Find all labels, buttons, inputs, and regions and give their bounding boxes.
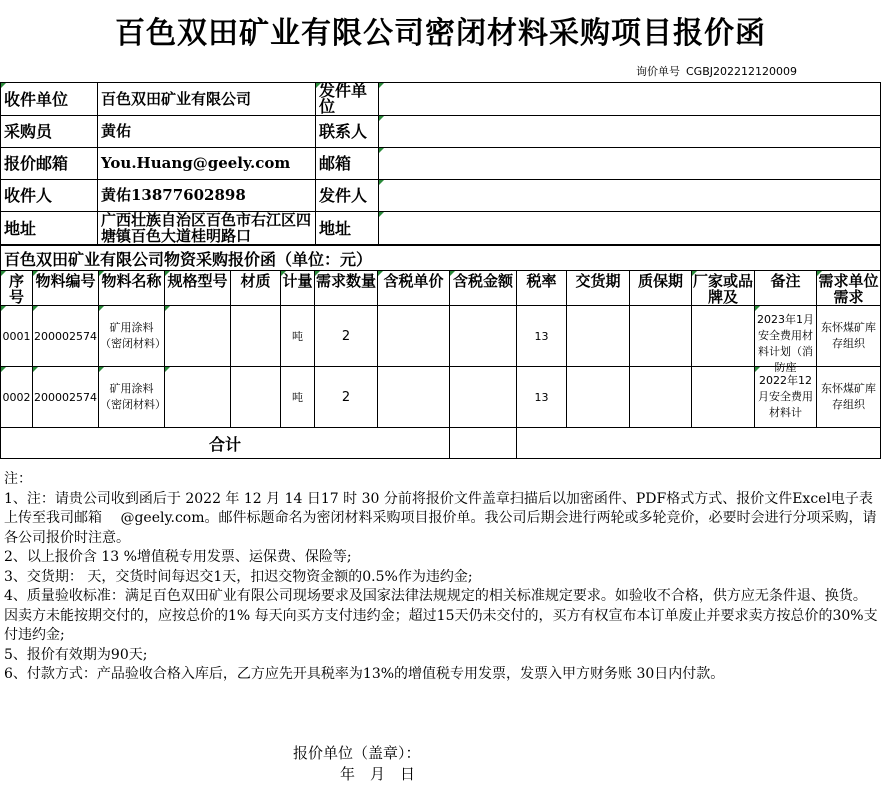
header-cell: 含税单价 <box>378 271 450 306</box>
header-cell: 厂家或品牌及 <box>693 272 754 306</box>
header-cell: 计量 <box>281 271 315 306</box>
row-warranty[interactable] <box>630 367 692 428</box>
receiver-value[interactable]: 百色双田矿业有限公司 <box>98 83 316 116</box>
total-amount[interactable] <box>450 428 517 459</box>
sender-person-label: 发件人 <box>316 180 379 212</box>
row-seq: 0002 <box>1 367 33 428</box>
recipient-label: 收件人 <box>1 180 98 212</box>
header-cell: 材质 <box>231 271 281 306</box>
row-brand[interactable] <box>692 306 755 367</box>
row-code: 200002574 <box>33 367 99 428</box>
header-cell: 备注 <box>755 271 817 306</box>
row-tax: 13 <box>517 367 567 428</box>
buyer-label: 采购员 <box>1 116 98 148</box>
address2-value[interactable] <box>379 212 881 245</box>
inquiry-number <box>636 63 797 79</box>
header-cell: 物料名称 <box>99 271 165 306</box>
note-2: 2、以上报价含 13 %增值税专用发票、运保费、保险等; <box>4 549 352 565</box>
header-cell: 交货期 <box>567 271 630 306</box>
receiver-label: 收件单位 <box>1 83 98 116</box>
total-label: 合计 <box>1 428 450 459</box>
contact-value[interactable] <box>379 116 881 148</box>
inquiry-value: CGBJ202212120009 <box>686 65 797 78</box>
row-name: 矿用涂料（密闭材料） <box>99 306 165 367</box>
header-cell: 需求单位需求 <box>818 272 879 306</box>
header-cell: 税率 <box>517 271 567 306</box>
page-title: 百色双田矿业有限公司密闭材料采购项目报价函 <box>115 16 766 51</box>
notes-heading: 注： <box>4 471 32 487</box>
row-unit: 吨 <box>281 367 315 428</box>
inquiry-label: 询价单号 <box>636 65 680 78</box>
row-spec[interactable] <box>165 367 231 428</box>
row-seq: 0001 <box>1 306 33 367</box>
header-cell: 需求数量 <box>315 271 378 306</box>
row-delivery[interactable] <box>567 367 630 428</box>
email-value[interactable] <box>379 148 881 180</box>
seal-label: 报价单位（盖章）： <box>293 744 421 762</box>
items-caption: 百色双田矿业有限公司物资采购报价函（单位：元） <box>1 246 881 271</box>
address-value[interactable]: 广西壮族自治区百色市右江区四塘镇百色大道桂明路口 <box>98 212 316 245</box>
note-5: 5、报价有效期为90天; <box>4 646 148 663</box>
row-amount[interactable] <box>450 306 517 367</box>
table-row <box>1 367 881 428</box>
header-cell: 序号 <box>1 271 33 306</box>
quote-email-value[interactable]: You.Huang@geely.com <box>98 148 316 180</box>
row-unit-price[interactable] <box>378 306 450 367</box>
recipient-value[interactable]: 黄佑13877602898 <box>98 180 316 212</box>
notes <box>4 470 878 685</box>
row-tax: 13 <box>517 306 567 367</box>
header-cell: 质保期 <box>630 271 692 306</box>
row-qty: 2 <box>315 306 378 367</box>
items-table <box>0 245 881 459</box>
header-cell: 物料编号 <box>33 271 99 306</box>
row-remark: 2023年1月安全费用材料计划（消防座 <box>755 306 817 367</box>
row-dept: 东怀煤矿库存组织 <box>817 367 881 428</box>
table-row <box>1 306 881 367</box>
row-remark: 2022年12月安全费用材料计 <box>755 367 817 428</box>
header-cell: 规格型号 <box>165 271 231 306</box>
row-unit: 吨 <box>281 306 315 367</box>
row-material[interactable] <box>231 367 281 428</box>
info-table <box>0 82 881 245</box>
row-material[interactable] <box>231 306 281 367</box>
address-label: 地址 <box>1 212 98 245</box>
header-row <box>1 271 881 306</box>
sender-person-value[interactable] <box>379 180 881 212</box>
buyer-value[interactable]: 黄佑 <box>98 116 316 148</box>
row-amount[interactable] <box>450 367 517 428</box>
date-label: 年 月 日 <box>340 765 416 783</box>
address2-label: 地址 <box>316 212 379 245</box>
note-6: 6、付款方式：产品验收合格入库后，乙方应先开具税率为13%的增值税专用发票，发票入甲方财务账 30日内付款。 <box>4 666 725 682</box>
quote-email-label: 报价邮箱 <box>1 148 98 180</box>
row-warranty[interactable] <box>630 306 692 367</box>
row-delivery[interactable] <box>567 306 630 367</box>
note-4: 4、质量验收标准：满足百色双田矿业有限公司现场要求及国家法律法规规定的相关标准规定要求。如验收不合格，供方应无条件退、换货。因卖方未能按期交付的，应按总价的1% 每天向买方支付违约金；超过15天仍未交付的，买方有权宣布本订单废止并要求卖方按总价的30%支付违约金; <box>4 588 878 643</box>
row-dept: 东怀煤矿库存组织 <box>817 306 881 367</box>
row-unit-price[interactable] <box>378 367 450 428</box>
row-code: 200002574 <box>33 306 99 367</box>
contact-label: 联系人 <box>316 116 379 148</box>
note-3: 3、交货期： 天，交货时间每迟交1天，扣迟交物资金额的0.5%作为违约金; <box>4 568 473 585</box>
sender-value[interactable] <box>379 83 881 116</box>
total-blank <box>517 428 881 459</box>
sender-label: 发件单位 <box>316 83 379 116</box>
row-name: 矿用涂料（密闭材料） <box>99 367 165 428</box>
email-label: 邮箱 <box>316 148 379 180</box>
header-cell: 含税金额 <box>450 271 517 306</box>
note-1: 1、注：请贵公司收到函后于 2022 年 12 月 14 日17 时 30 分前将报价文件盖章扫描后以加密函件、PDF格式方式、报价文件Excel电子表上传至我司邮箱 @geely.com。邮件标题命名为密闭材料采购项目报价单。我公司后期会进行两轮或多轮竞价，必要时会进行分项采购，请各公司报价时注意。 <box>4 490 877 546</box>
row-brand[interactable] <box>692 367 755 428</box>
row-spec[interactable] <box>165 306 231 367</box>
row-qty: 2 <box>315 367 378 428</box>
total-row <box>1 428 881 459</box>
